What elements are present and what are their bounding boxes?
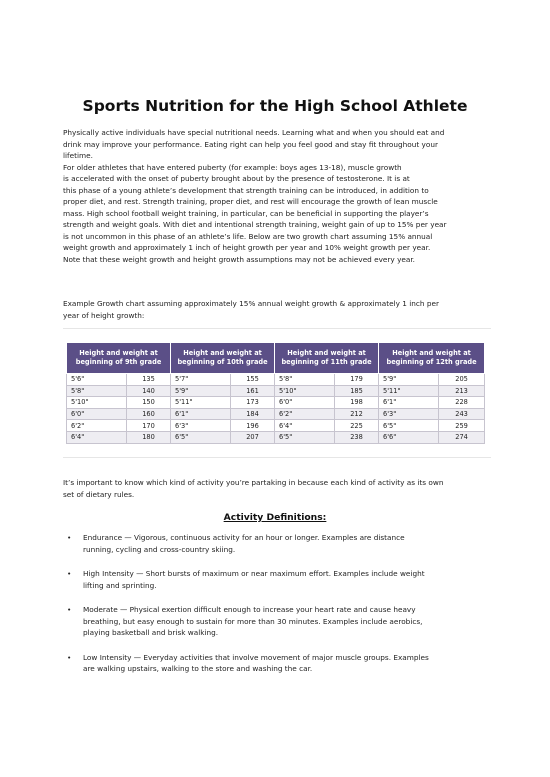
weight-cell: 213 [439,385,485,397]
weight-cell: 140 [127,385,171,397]
chart-intro-line: year of height growth: [63,310,145,320]
weight-cell: 179 [335,374,379,386]
divider [63,328,491,329]
table-header-11th: Height and weight at beginning of 11th grade [275,343,379,374]
activity-line: breathing, but easy enough to sustain for more than 30 minutes. Examples include aerobics, [83,616,423,626]
activity-line: are walking upstairs, walking to the store and washing the car. [83,664,313,673]
height-cell: 5'8" [67,385,127,397]
height-cell: 6'0" [275,397,335,409]
height-cell: 6'6" [379,431,439,443]
intro-line: this phase of a young athlete’s development that strength training can be introduced, in addition to [63,185,429,195]
list-item [63,568,491,591]
activity-list [63,532,491,688]
height-cell: 6'4" [275,420,335,432]
weight-cell: 228 [439,397,485,409]
list-item [63,532,491,555]
growth-chart-table [66,342,485,444]
weight-cell: 205 [439,374,485,386]
weight-cell: 259 [439,420,485,432]
weight-cell: 185 [335,385,379,397]
weight-cell: 212 [335,408,379,420]
list-item [63,652,491,675]
weight-cell: 170 [127,420,171,432]
height-cell: 6'1" [171,408,231,420]
height-cell: 5'11" [379,385,439,397]
height-cell: 6'5" [275,431,335,443]
page-title: Sports Nutrition for the High School Athlete [82,97,468,115]
height-cell: 6'3" [379,408,439,420]
chart-intro-line: Example Growth chart assuming approximately 15% annual weight growth & approximately 1 inch per [63,299,439,308]
weight-cell: 180 [127,431,171,443]
table-row [67,408,485,420]
weight-cell: 225 [335,420,379,432]
weight-cell: 184 [231,408,275,420]
activity-line: Endurance — Vigorous, continuous activity for an hour or longer. Examples are distance [83,533,405,542]
activity-line: lifting and sprinting. [83,580,157,590]
intro-line: strength and weight goals. With diet and intentional strength training, weight gain of up to 15% per year [63,220,447,229]
height-cell: 6'3" [171,420,231,432]
weight-cell: 161 [231,385,275,397]
weight-cell: 196 [231,420,275,432]
intro-line: proper diet, and rest. Strength training, proper diet, and rest will encourage the growth of lean muscle [63,197,438,206]
intro-line: For older athletes that have entered puberty (for example: boys ages 13-18), muscle growth [63,162,402,172]
intro-line: is accelerated with the onset of puberty brought about by the presence of testosterone. It is at [63,174,410,183]
after-table-line: It’s important to know which kind of activity you’re partaking in because each kind of activity as its own [63,478,444,487]
table-header-10th: Height and weight at beginning of 10th grade [171,343,275,374]
height-cell: 6'0" [67,408,127,420]
after-table-line: set of dietary rules. [63,489,135,499]
weight-cell: 160 [127,408,171,420]
height-cell: 6'2" [275,408,335,420]
bullet-icon: • [67,652,72,662]
activity-definitions-heading: Activity Definitions: [223,512,327,523]
intro-line: Physically active individuals have special nutritional needs. Learning what and when you should eat and [63,128,445,137]
table-row [67,431,485,443]
weight-cell: 207 [231,431,275,443]
height-cell: 5'9" [379,374,439,386]
list-item [63,604,491,639]
table-header-12th: Height and weight at beginning of 12th grade [379,343,485,374]
table-row [67,385,485,397]
weight-cell: 198 [335,397,379,409]
table-header-9th: Height and weight at beginning of 9th grade [67,343,171,374]
intro-line: is not uncommon in this phase of an athlete’s life. Below are two growth chart assuming 15% annual [63,231,433,241]
after-table-paragraph [63,477,491,500]
weight-cell: 155 [231,374,275,386]
divider [63,457,491,458]
table-row [67,420,485,432]
bullet-icon: • [67,569,72,578]
weight-cell: 243 [439,408,485,420]
intro-line: weight growth and approximately 1 inch of height growth per year and 10% weight growth per year. [63,243,431,252]
table-row [67,374,485,386]
intro-line: lifetime. [63,151,93,160]
activity-line: playing basketball and brisk walking. [83,628,219,637]
activity-line: Moderate — Physical exertion difficult enough to increase your heart rate and cause heavy [83,605,416,614]
activity-line: High Intensity — Short bursts of maximum or near maximum effort. Examples include weight [83,569,425,578]
height-cell: 6'5" [171,431,231,443]
height-cell: 5'10" [275,385,335,397]
weight-cell: 173 [231,397,275,409]
bullet-icon: • [67,605,72,614]
height-cell: 6'1" [379,397,439,409]
bullet-icon: • [67,533,72,542]
height-cell: 5'11" [171,397,231,409]
weight-cell: 150 [127,397,171,409]
chart-intro-paragraph [63,298,491,321]
activity-line: running, cycling and cross-country skiing. [83,544,236,554]
height-cell: 5'9" [171,385,231,397]
table-header-row [67,343,485,374]
intro-line: drink may improve your performance. Eating right can help you feel good and stay fit throughout your [63,139,438,149]
intro-line: mass. High school football weight training, in particular, can be beneficial in supporting the player’s [63,208,429,218]
height-cell: 5'7" [171,374,231,386]
height-cell: 6'5" [379,420,439,432]
height-cell: 5'6" [67,374,127,386]
activity-line: Low Intensity — Everyday activities that involve movement of major muscle groups. Examples [83,652,429,662]
height-cell: 5'8" [275,374,335,386]
intro-paragraph [63,127,491,265]
height-cell: 6'4" [67,431,127,443]
intro-line: Note that these weight growth and height growth assumptions may not be achieved every year. [63,254,415,264]
height-cell: 6'2" [67,420,127,432]
height-cell: 5'10" [67,397,127,409]
weight-cell: 274 [439,431,485,443]
table-row [67,397,485,409]
weight-cell: 135 [127,374,171,386]
weight-cell: 238 [335,431,379,443]
